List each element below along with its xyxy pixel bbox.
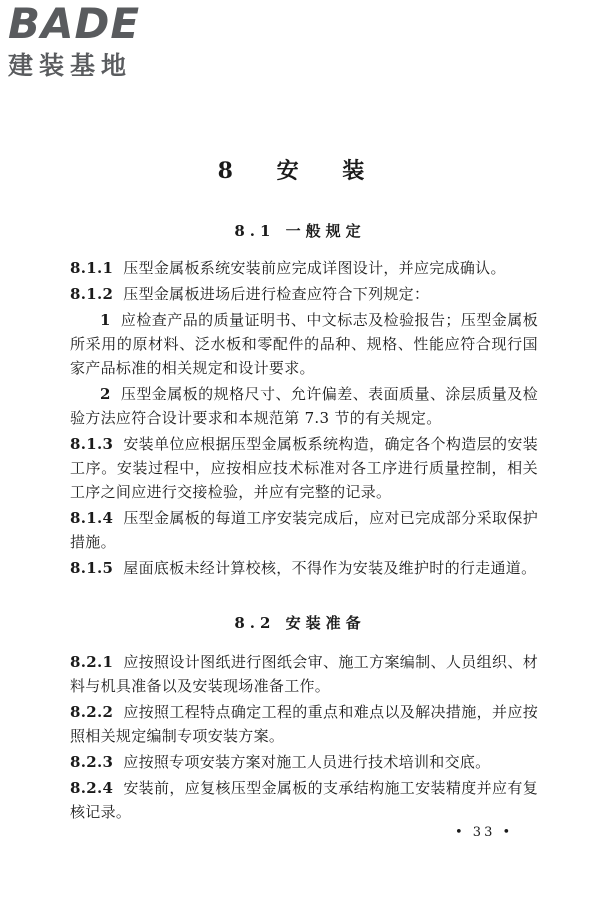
clause-text: 压型金属板进场后进行检查应符合下列规定：: [123, 285, 430, 303]
clause-number: 8.1.1: [70, 259, 114, 277]
page-number: • 33 •: [455, 825, 514, 840]
clause-text: 压型金属板的每道工序安装完成后，应对已完成部分采取保护措施。: [70, 509, 538, 551]
item-number: 2: [100, 385, 111, 403]
clause-text: 压型金属板系统安装前应完成详图设计，并应完成确认。: [123, 259, 506, 277]
clause-8-1-4: [70, 506, 538, 554]
clause-number: 8.2.4: [70, 779, 114, 797]
clause-number: 8.2.3: [70, 753, 114, 771]
clause-number: 8.1.3: [70, 435, 114, 453]
chapter-title: 8 安 装: [217, 158, 383, 184]
section-title-8-2: 8.2 安装准备: [234, 614, 366, 632]
clause-8-1-2-item-1: [70, 308, 538, 380]
clause-8-2-4: [70, 776, 538, 824]
clause-8-1-2: [70, 282, 538, 306]
clause-number: 8.1.4: [70, 509, 114, 527]
clause-8-1-3: [70, 432, 538, 504]
clause-8-1-5: [70, 556, 538, 580]
logo-wordmark: BADE: [8, 0, 141, 48]
clause-8-2-1: [70, 650, 538, 698]
clause-number: 8.2.2: [70, 703, 114, 721]
clause-text: 安装单位应根据压型金属板系统构造，确定各个构造层的安装工序。安装过程中，应按相应技术标准对各工序进行质量控制，相关工序之间应进行交接检验，并应有完整的记录。: [70, 435, 538, 501]
item-text: 应检查产品的质量证明书、中文标志及检验报告；压型金属板所采用的原材料、泛水板和零配件的品种、规格、性能应符合现行国家产品标准的相关规定和设计要求。: [70, 311, 538, 377]
clause-8-1-1: [70, 256, 538, 280]
publisher-logo: [8, 2, 178, 82]
clause-8-1-2-item-2: [70, 382, 538, 430]
item-number: 1: [100, 311, 111, 329]
clause-8-2-2: [70, 700, 538, 748]
clause-text: 应按照设计图纸进行图纸会审、施工方案编制、人员组织、材料与机具准备以及安装现场准备工作。: [70, 653, 538, 695]
clause-text: 应按照专项安装方案对施工人员进行技术培训和交底。: [123, 753, 491, 771]
clause-number: 8.1.2: [70, 285, 114, 303]
clause-text: 安装前，应复核压型金属板的支承结构施工安装精度并应有复核记录。: [70, 779, 538, 821]
section-8-1-body: [70, 256, 538, 582]
item-text: 压型金属板的规格尺寸、允许偏差、表面质量、涂层质量及检验方法应符合设计要求和本规范第 7.3 节的有关规定。: [70, 385, 538, 427]
clause-number: 8.2.1: [70, 653, 114, 671]
clause-text: 屋面底板未经计算校核，不得作为安装及维护时的行走通道。: [123, 559, 537, 577]
section-8-2-body: [70, 650, 538, 826]
clause-text: 应按照工程特点确定工程的重点和难点以及解决措施，并应按照相关规定编制专项安装方案。: [70, 703, 538, 745]
section-title-8-1: 8.1 一般规定: [234, 222, 366, 240]
clause-8-2-3: [70, 750, 538, 774]
clause-number: 8.1.5: [70, 559, 114, 577]
logo-subtitle: 建装基地: [8, 51, 133, 80]
